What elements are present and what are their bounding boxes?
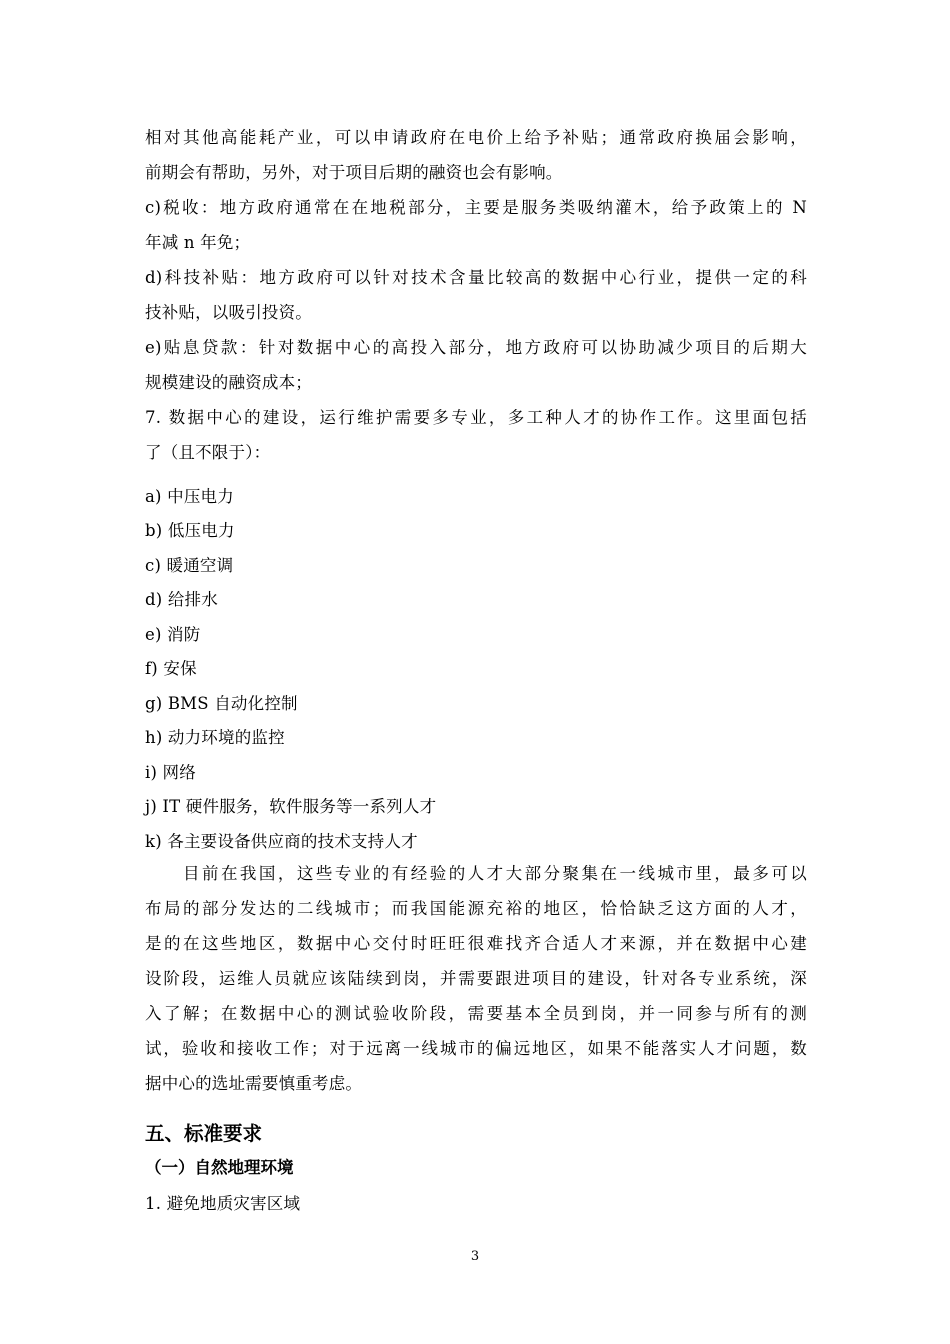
text-line: 技补贴，以吸引投资。 xyxy=(145,303,312,322)
list-item: a) 中压电力 xyxy=(145,487,234,506)
text-line: e)贴息贷款：针对数据中心的高投入部分，地方政府可以协助减少项目的后期大 xyxy=(145,338,807,357)
text-line: 设阶段，运维人员就应该陆续到岗，并需要跟进项目的建设，针对各专业系统，深 xyxy=(145,969,807,988)
text-line: 7. 数据中心的建设，运行维护需要多专业，多工种人才的协作工作。这里面包括 xyxy=(145,408,807,427)
list-item: c) 暖通空调 xyxy=(145,556,234,575)
section-heading: 五、标准要求 xyxy=(145,1122,263,1145)
list-item: j) IT 硬件服务，软件服务等一系列人才 xyxy=(145,797,437,816)
text-line: 试，验收和接收工作；对于远离一线城市的偏远地区，如果不能落实人才问题，数 xyxy=(145,1039,807,1058)
text-line: 布局的部分发达的二线城市；而我国能源充裕的地区，恰恰缺乏这方面的人才， xyxy=(145,899,807,918)
list-item: h) 动力环境的监控 xyxy=(145,728,285,747)
page-number: 3 xyxy=(470,1249,480,1264)
list-item: f) 安保 xyxy=(145,659,197,678)
text-line: 入了解；在数据中心的测试验收阶段，需要基本全员到岗，并一同参与所有的测 xyxy=(145,1004,807,1023)
text-line: 规模建设的融资成本； xyxy=(145,373,312,392)
text-line: 了（且不限于）： xyxy=(145,443,271,462)
text-line: c)税收：地方政府通常在在地税部分，主要是服务类吸纳灌木，给予政策上的 N xyxy=(145,198,807,217)
list-item: b) 低压电力 xyxy=(145,521,235,540)
text-line: d)科技补贴：地方政府可以针对技术含量比较高的数据中心行业，提供一定的科 xyxy=(145,268,807,287)
text-line: 相对其他高能耗产业，可以申请政府在电价上给予补贴；通常政府换届会影响， xyxy=(145,128,807,147)
text-line: 是的在这些地区，数据中心交付时旺旺很难找齐合适人才来源，并在数据中心建 xyxy=(145,934,807,953)
list-item: k) 各主要设备供应商的技术支持人才 xyxy=(145,832,418,851)
subsection-heading: （一）自然地理环境 xyxy=(145,1158,294,1177)
text-line: 据中心的选址需要慎重考虑。 xyxy=(145,1074,363,1093)
text-line: 目前在我国，这些专业的有经验的人才大部分聚集在一线城市里，最多可以 xyxy=(183,864,807,883)
list-item: g) BMS 自动化控制 xyxy=(145,694,298,713)
list-item: i) 网络 xyxy=(145,763,196,782)
text-line: 年减 n 年免； xyxy=(145,233,251,252)
list-item: d) 给排水 xyxy=(145,590,218,609)
list-item: e) 消防 xyxy=(145,625,201,644)
text-line: 前期会有帮助，另外，对于项目后期的融资也会有影响。 xyxy=(145,163,563,182)
numbered-item: 1. 避免地质灾害区域 xyxy=(145,1194,301,1213)
